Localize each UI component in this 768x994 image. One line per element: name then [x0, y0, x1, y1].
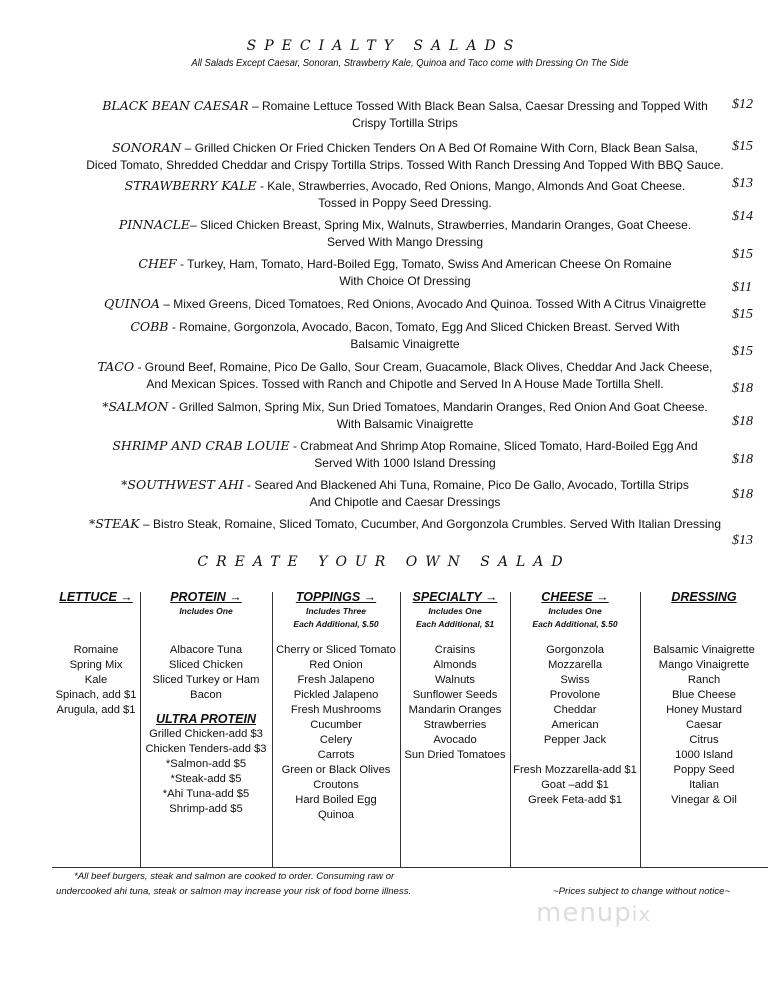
subtext-line: Each Additional, $1: [415, 618, 495, 629]
option-item: Bacon: [190, 689, 222, 701]
option-item: Blue Cheese: [671, 689, 737, 701]
separator: –: [159, 297, 174, 311]
option-item: Craisins: [434, 644, 476, 656]
option-item: Provolone: [549, 689, 601, 701]
separator: -: [168, 320, 180, 334]
salad-price: $15: [732, 344, 753, 359]
column-divider: [640, 592, 641, 868]
option-item: Sliced Turkey or Ham: [152, 674, 260, 686]
column-subtext: [52, 605, 140, 643]
column-dressing: [640, 590, 768, 808]
salad-price: $13: [732, 176, 753, 191]
create-your-own-title: CREATE YOUR OWN SALAD: [197, 554, 571, 570]
option-item: Balsamic Vinaigrette: [653, 644, 755, 656]
column-lettuce: [52, 590, 140, 718]
column-heading: TOPPINGS →: [295, 590, 377, 604]
option-item: Chicken Tenders-add $3: [145, 743, 267, 755]
option-item: Green or Black Olives: [281, 764, 391, 776]
column-subtext: [400, 605, 510, 643]
option-item: Hard Boiled Egg: [295, 794, 377, 806]
salad-price: $18: [732, 414, 753, 429]
option-item: Swiss: [560, 674, 590, 686]
option-item: Croutons: [313, 779, 359, 791]
salad-name: *SOUTHWEST AHI: [121, 477, 244, 492]
salad-name: CHEF: [138, 256, 177, 271]
separator: -: [289, 439, 301, 453]
salad-item: [40, 256, 768, 289]
dressing-note: All Salads Except Caesar, Sonoran, Strawberry Kale, Quinoa and Taco come with Dressing On The Side: [191, 57, 629, 69]
option-item: Greek Feta-add $1: [528, 794, 622, 806]
option-item: Caesar: [685, 719, 723, 731]
salad-description-line-2: With Choice Of Dressing: [339, 273, 471, 288]
watermark-logo: menupix: [536, 898, 652, 928]
salad-name: SHRIMP AND CRAB LOUIE: [112, 438, 290, 453]
salad-price: $15: [732, 307, 753, 322]
salad-item: [40, 98, 768, 131]
salad-description-line-2: Crispy Tortilla Strips: [352, 115, 458, 130]
option-item: [510, 748, 640, 763]
option-item: Avocado: [433, 734, 477, 746]
option-item: Fresh Mozzarella-add $1: [513, 764, 637, 776]
salad-description-line-1: Romaine Lettuce Tossed With Black Bean Salsa, Caesar Dressing and Topped With: [261, 99, 708, 113]
salad-description-line-1: Kale, Strawberries, Avocado, Red Onions, Mango, Almonds And Goat Cheese.: [267, 179, 686, 193]
option-item: Kale: [84, 674, 108, 686]
salad-price: $13: [732, 533, 753, 548]
salad-item: [40, 399, 768, 432]
option-item: Sun Dried Tomatoes: [404, 749, 506, 761]
column-subtext: [510, 605, 640, 643]
salad-price: $15: [732, 247, 753, 262]
salad-price: $15: [732, 139, 753, 154]
option-item: Carrots: [317, 749, 355, 761]
salad-description-line-2: And Chipotle and Caesar Dressings: [309, 494, 501, 509]
salad-description-line-1: Ground Beef, Romaine, Pico De Gallo, Sour Cream, Guacamole, Black Olives, Cheddar And Jack Cheese,: [144, 360, 713, 374]
salad-item: [40, 438, 768, 471]
separator: -: [256, 179, 268, 193]
ultra-protein-heading: ULTRA PROTEIN: [156, 712, 256, 726]
subtext-line: Includes One: [428, 606, 482, 616]
option-item: Italian: [689, 779, 719, 791]
column-heading: CHEESE →: [541, 590, 609, 604]
salad-description-line-2: Served With Mango Dressing: [326, 234, 484, 249]
option-item: Fresh Jalapeno: [297, 674, 375, 686]
option-item: Red Onion: [309, 659, 363, 671]
option-item: Sliced Chicken: [169, 659, 243, 671]
option-item: Honey Mustard: [666, 704, 742, 716]
option-item: Cherry or Sliced Tomato: [276, 644, 396, 656]
salad-description-line-1: Grilled Chicken Or Fried Chicken Tenders On A Bed Of Romaine With Corn, Black Bean Salsa,: [194, 141, 699, 155]
subtext-line: Each Additional, $.50: [293, 618, 379, 629]
salad-name: QUINOA: [103, 296, 160, 311]
salad-description-line-1: Mixed Greens, Diced Tomatoes, Red Onions, Avocado And Quinoa. Tossed With A Citrus Vinaigrette: [173, 297, 707, 311]
salad-description-line-1: Romaine, Gorgonzola, Avocado, Bacon, Tomato, Egg And Sliced Chicken Breast. Served With: [179, 320, 680, 334]
option-item: Arugula, add $1: [56, 704, 136, 716]
warning-line-2: undercooked ahi tuna, steak or salmon may increase your risk of food borne illness.: [56, 886, 412, 897]
column-subtext: [640, 605, 768, 643]
separator: –: [248, 99, 262, 113]
salad-price: $12: [732, 97, 753, 112]
salad-item: [40, 217, 768, 250]
salad-price: $18: [732, 452, 753, 467]
column-heading: DRESSING: [671, 590, 737, 604]
option-item: Sunflower Seeds: [412, 689, 498, 701]
separator: -: [243, 478, 255, 492]
option-item: Poppy Seed: [673, 764, 735, 776]
option-item: Pepper Jack: [543, 734, 607, 746]
option-item: Mozzarella: [547, 659, 603, 671]
salad-item: [40, 477, 768, 510]
separator: -: [176, 257, 188, 271]
salad-description-line-1: Grilled Salmon, Spring Mix, Sun Dried Tomatoes, Mandarin Oranges, Red Onion And Goat Cheese.: [179, 400, 708, 414]
salad-description-line-2: And Mexican Spices. Tossed with Ranch and Chipotle and Served In A House Made Tortilla Shell.: [146, 376, 664, 391]
option-item: Cheddar: [553, 704, 597, 716]
warning-line-1: *All beef burgers, steak and salmon are cooked to order. Consuming raw or: [74, 871, 395, 882]
salad-item: [40, 516, 768, 533]
column-subtext: [140, 605, 272, 643]
option-item: *Ahi Tuna-add $5: [162, 788, 250, 800]
salad-description-line-1: Bistro Steak, Romaine, Sliced Tomato, Cucumber, And Gorgonzola Crumbles. Served With Italian Dressing: [152, 517, 722, 531]
column-heading: LETTUCE →: [59, 590, 133, 604]
column-divider: [510, 592, 511, 868]
salad-name: SONORAN: [111, 140, 182, 155]
divider-line: [52, 867, 768, 868]
option-item: Grilled Chicken-add $3: [149, 728, 263, 740]
salad-name: STRAWBERRY KALE: [124, 178, 257, 193]
option-item: Shrimp-add $5: [169, 803, 243, 815]
option-item: Ranch: [687, 674, 721, 686]
salad-description-line-2: Balsamic Vinaigrette: [350, 336, 460, 351]
column-divider: [400, 592, 401, 868]
column-cheese: [510, 590, 640, 808]
option-item: Cucumber: [310, 719, 362, 731]
subtext-line: Each Additional, $.50: [532, 618, 618, 629]
column-subtext: [272, 605, 400, 643]
column-divider: [272, 592, 273, 868]
separator: -: [134, 360, 145, 374]
option-item: American: [551, 719, 599, 731]
salad-name: TACO: [97, 359, 135, 374]
option-item: Almonds: [433, 659, 477, 671]
option-item: Pickled Jalapeno: [293, 689, 379, 701]
column-protein: [140, 590, 272, 817]
column-toppings: [272, 590, 400, 823]
salad-description-line-1: Seared And Blackened Ahi Tuna, Romaine, Pico De Gallo, Avocado, Tortilla Strips: [254, 478, 689, 492]
separator: –: [139, 517, 153, 531]
salad-name: PINNACLE: [118, 217, 191, 232]
salad-name: *SALMON: [102, 399, 169, 414]
subtext-line: Includes One: [179, 606, 233, 616]
prices-note: ~Prices subject to change without notice~: [553, 886, 731, 897]
salad-description-line-2: Tossed in Poppy Seed Dressing.: [318, 195, 492, 210]
option-item: Fresh Mushrooms: [290, 704, 382, 716]
salad-item: [40, 178, 768, 211]
option-item: Spring Mix: [69, 659, 123, 671]
separator: –: [190, 218, 201, 232]
salad-item: [40, 296, 768, 313]
option-item: 1000 Island: [675, 749, 733, 761]
separator: -: [168, 400, 180, 414]
salad-name: COBB: [130, 319, 169, 334]
specialty-salads-title: SPECIALTY SALADS: [246, 38, 522, 54]
option-item: Citrus: [689, 734, 719, 746]
salad-item: [40, 359, 768, 392]
option-item: Strawberries: [423, 719, 487, 731]
option-item: *Steak-add $5: [170, 773, 242, 785]
option-item: Albacore Tuna: [169, 644, 243, 656]
salad-price: $11: [732, 280, 752, 295]
salad-price: $14: [732, 209, 753, 224]
option-item: Goat –add $1: [541, 779, 609, 791]
salad-description-line-2: With Balsamic Vinaigrette: [336, 416, 474, 431]
column-heading: SPECIALTY →: [412, 590, 498, 604]
salad-price: $18: [732, 381, 753, 396]
option-item: Walnuts: [435, 674, 475, 686]
salad-price: $18: [732, 487, 753, 502]
option-item: Mandarin Oranges: [408, 704, 502, 716]
spacer: [140, 703, 272, 712]
salad-description-line-1: Turkey, Ham, Tomato, Hard-Boiled Egg, Tomato, Swiss And American Cheese On Romaine: [187, 257, 672, 271]
subtext-line: Includes Three: [306, 606, 366, 616]
option-item: Mango Vinaigrette: [658, 659, 750, 671]
option-item: Celery: [319, 734, 353, 746]
option-item: Vinegar & Oil: [671, 794, 737, 806]
separator: –: [181, 141, 195, 155]
salad-name: BLACK BEAN CAESAR: [102, 98, 249, 113]
option-item: Spinach, add $1: [55, 689, 137, 701]
option-item: Gorgonzola: [546, 644, 604, 656]
column-specialty: [400, 590, 510, 763]
salad-name: *STEAK: [88, 516, 140, 531]
salad-description-line-2: Diced Tomato, Shredded Cheddar and Crispy Tortilla Strips. Tossed With Ranch Dressing And Topped With BBQ Sauce.: [86, 157, 724, 172]
column-divider: [140, 592, 141, 868]
salad-item: [40, 140, 768, 173]
salad-item: [40, 319, 768, 352]
salad-description-line-2: Served With 1000 Island Dressing: [314, 455, 496, 470]
food-safety-warning: [56, 869, 476, 899]
salad-description-line-1: Crabmeat And Shrimp Atop Romaine, Sliced Tomato, Hard-Boiled Egg And: [300, 439, 698, 453]
option-item: Romaine: [73, 644, 119, 656]
subtext-line: Includes One: [548, 606, 602, 616]
column-heading: PROTEIN →: [170, 590, 242, 604]
option-item: *Salmon-add $5: [165, 758, 247, 770]
option-item: Quinoa: [317, 809, 355, 821]
salad-description-line-1: Sliced Chicken Breast, Spring Mix, Walnuts, Strawberries, Mandarin Oranges, Goat Cheese.: [200, 218, 692, 232]
